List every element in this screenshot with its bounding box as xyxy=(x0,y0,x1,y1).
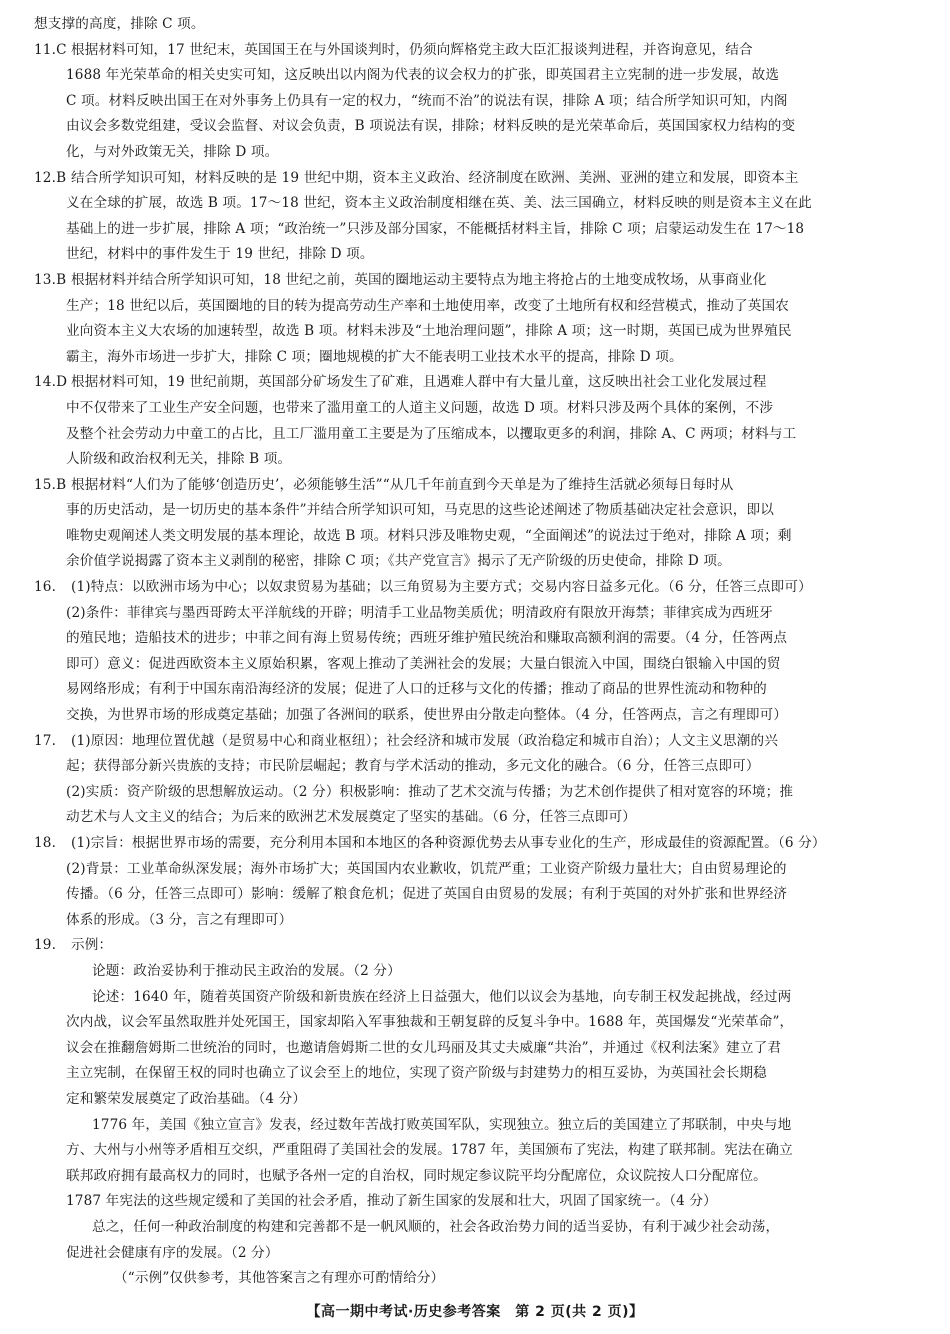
line-text: (1)宗旨：根据世界市场的需要，充分利用本国和本地区的各种资源优势去从事专业化的生产，形成最佳的资源配置。（6 分） xyxy=(71,835,826,851)
text-line xyxy=(34,319,918,345)
line-text: 人阶级和政治权利无关，排除 B 项。 xyxy=(66,451,292,468)
answer-key-body xyxy=(34,12,918,1292)
line-text: 结合所学知识可知，材料反映的是 19 世纪中期，资本主义政治、经济制度在欧洲、美洲、亚洲的建立和发展，即资本主 xyxy=(71,169,799,186)
answer-item-start xyxy=(34,268,918,294)
question-number: 17. xyxy=(34,732,57,749)
line-text: 由议会多数党组建，受议会监督、对议会负责，B 项说法有误，排除；材料反映的是光荣革命后，英国国家权力结构的变 xyxy=(66,118,796,135)
line-text: 1787 年宪法的这些规定缓和了美国的社会矛盾，推动了新生国家的发展和壮大，巩固了国家统一。（4 分） xyxy=(66,1193,717,1210)
text-line xyxy=(34,345,918,371)
line-text: 根据材料并结合所学知识可知，18 世纪之前，英国的圈地运动主要特点为地主将抢占的土地变成牧场，从事商业化 xyxy=(71,271,767,288)
line-text: 议会在推翻詹姆斯二世统治的同时，也邀请詹姆斯二世的女儿玛丽及其丈夫威廉“共治”，并通过《权利法案》建立了君 xyxy=(66,1039,782,1056)
line-text: 方、大州与小州等矛盾相互交织，严重阻碍了美国社会的发展。1787 年，美国颁布了宪法，构建了联邦制。宪法在确立 xyxy=(66,1142,793,1159)
text-line xyxy=(34,1087,918,1113)
line-text: 余价值学说揭露了资本主义剥削的秘密，排除 C 项；《共产党宣言》揭示了无产阶级的历史使命，排除 D 项。 xyxy=(66,553,731,570)
line-text: 业向资本主义大农场的加速转型，故选 B 项。材料未涉及“土地治理问题”，排除 A 项；这一时期，英国已成为世界殖民 xyxy=(66,323,792,340)
text-line xyxy=(34,191,918,217)
line-text: 动艺术与人文主义的结合；为后来的欧洲艺术发展奠定了坚实的基础。（6 分，任答三点即可） xyxy=(66,809,636,826)
page-footer: 【高一期中考试·历史参考答案 第 2 页(共 2 页)】 xyxy=(306,1304,644,1320)
line-text: 化，与对外政策无关，排除 D 项。 xyxy=(66,143,279,160)
text-line xyxy=(34,1215,918,1241)
text-line xyxy=(34,1266,918,1292)
line-text: 1776 年，美国《独立宣言》发表，经过数年苦战打败英国军队，实现独立。独立后的美国建立了邦联制，中央与地 xyxy=(92,1116,792,1133)
text-line xyxy=(34,677,918,703)
line-text: 根据材料可知，17 世纪末，英国国王在与外国谈判时，仍须向辉格党主政大臣汇报谈判进程，并咨询意见，结合 xyxy=(71,41,753,58)
line-text: C 项。材料反映出国王在对外事务上仍具有一定的权力，“统而不治”的说法有误，排除 A 项；结合所学知识可知，内阁 xyxy=(66,92,788,109)
answer-item-start xyxy=(34,729,918,755)
line-text: 事的历史活动，是一切历史的基本条件”并结合所学知识可知，马克思的这些论述阐述了物质基础决定社会意识，即以 xyxy=(66,502,775,519)
line-text: 中不仅带来了工业生产安全问题，也带来了滥用童工的人道主义问题，故选 D 项。材料只涉及两个具体的案例，不涉 xyxy=(66,399,774,416)
text-line xyxy=(34,1061,918,1087)
text-line xyxy=(34,422,918,448)
text-line xyxy=(34,1113,918,1139)
line-text: 易网络形成；有利于中国东南沿海经济的发展；促进了人口的迁移与文化的传播；推动了商品的世界性流动和物种的 xyxy=(66,681,767,698)
text-line xyxy=(34,1036,918,1062)
line-text: （“示例”仅供参考，其他答案言之有理亦可酌情给分） xyxy=(114,1270,445,1287)
text-line xyxy=(34,63,918,89)
text-line xyxy=(34,524,918,550)
answer-item-start xyxy=(34,933,918,959)
question-number: 18. xyxy=(34,835,57,851)
text-line xyxy=(34,89,918,115)
line-text: 总之，任何一种政治制度的构建和完善都不是一帆风顺的，社会各政治势力间的适当妥协，有利于减少社会动荡， xyxy=(92,1218,780,1235)
question-number: 19. xyxy=(34,937,57,954)
line-text: 传播。（6 分，任答三点即可）影响：缓解了粮食危机；促进了英国自由贸易的发展；有利于英国的对外扩张和世界经济 xyxy=(66,886,788,903)
line-text: 即可）意义：促进西欧资本主义原始积累，客观上推动了美洲社会的发展；大量白银流入中国，围绕白银输入中国的贸 xyxy=(66,655,781,672)
line-text: 世纪，材料中的事件发生于 19 世纪，排除 D 项。 xyxy=(66,246,374,263)
line-text: 基础上的进一步扩展，排除 A 项；“政治统一”只涉及部分国家，不能概括材料主旨，排除 C 项；启蒙运动发生在 17～18 xyxy=(66,220,805,237)
line-text: 定和繁荣发展奠定了政治基础。（4 分） xyxy=(66,1090,307,1107)
line-text: (1)原因：地理位置优越（是贸易中心和商业枢纽）；社会经济和城市发展（政治稳定和城市自治）；人文主义思潮的兴 xyxy=(71,732,779,749)
text-line xyxy=(34,1010,918,1036)
text-line xyxy=(34,959,918,985)
question-number: 14.D xyxy=(34,374,68,391)
line-text: 根据材料可知，19 世纪前期，英国部分矿场发生了矿难，且遇难人群中有大量儿童，这反映出社会工业化发展过程 xyxy=(71,374,767,391)
line-text: 体系的形成。（3 分，言之有理即可） xyxy=(66,911,293,928)
text-line xyxy=(34,294,918,320)
text-line xyxy=(34,498,918,524)
line-text: 生产；18 世纪以后，英国圈地的目的转为提高劳动生产率和土地使用率，改变了土地所有权和经营模式，推动了英国农 xyxy=(66,297,789,314)
question-number: 16. xyxy=(34,579,57,596)
question-number: 13.B xyxy=(34,271,67,288)
answer-item-start xyxy=(34,575,918,601)
text-line xyxy=(34,1138,918,1164)
question-number: 15.B xyxy=(34,476,67,493)
line-text: 根据材料“人们为了能够‘创造历史’，必须能够生活”“从几千年前直到今天单是为了维持生活就必须每日每时从 xyxy=(71,476,734,493)
text-line xyxy=(34,396,918,422)
text-line xyxy=(34,447,918,473)
text-line xyxy=(34,908,918,934)
line-text: 及整个社会劳动力中童工的占比，且工厂滥用童工主要是为了压缩成本，以攫取更多的利润，排除 A、C 两项；材料与工 xyxy=(66,425,797,442)
line-text: 论题：政治妥协利于推动民主政治的发展。（2 分） xyxy=(92,962,401,979)
question-number: 12.B xyxy=(34,169,67,186)
line-text: 唯物史观阐述人类文明发展的基本理论，故选 B 项。材料只涉及唯物史观，“全面阐述”的说法过于绝对，排除 A 项；剩 xyxy=(66,527,792,544)
text-line xyxy=(34,114,918,140)
text-line xyxy=(34,985,918,1011)
question-number: 11.C xyxy=(34,41,67,58)
line-text: 交换，为世界市场的形成奠定基础；加强了各洲间的联系，使世界由分散走向整体。（4 分，任答两点，言之有理即可） xyxy=(66,707,788,724)
text-line xyxy=(34,626,918,652)
line-text: 论述：1640 年，随着英国资产阶级和新贵族在经济上日益强大，他们以议会为基地，向专制王权发起挑战，经过两 xyxy=(92,988,792,1005)
text-line xyxy=(34,217,918,243)
line-text: 的殖民地；造船技术的进步；中菲之间有海上贸易传统；西班牙维护殖民统治和赚取高额利润的需要。（4 分，任答两点 xyxy=(66,630,788,647)
line-text: 次内战，议会军虽然取胜并处死国王，国家却陷入军事独裁和王朝复辟的反复斗争中。1688 年，英国爆发“光荣革命”， xyxy=(66,1014,794,1031)
text-line xyxy=(34,857,918,883)
text-line xyxy=(34,549,918,575)
line-text: 1688 年光荣革命的相关史实可知，这反映出以内阁为代表的议会权力的扩张，即英国君主立宪制的进一步发展，故选 xyxy=(66,67,780,84)
text-line xyxy=(34,703,918,729)
text-line xyxy=(34,12,918,38)
line-text: 起；获得部分新兴贵族的支持；市民阶层崛起；教育与学术活动的推动，多元文化的融合。（6 分，任答三点即可） xyxy=(66,758,760,775)
line-text: 义在全球的扩展，故选 B 项。17～18 世纪，资本主义政治制度相继在英、美、法三国确立，材料反映的则是资本主义在此 xyxy=(66,195,812,212)
answer-item-start xyxy=(34,831,918,857)
line-text: (1)特点：以欧洲市场为中心；以奴隶贸易为基础；以三角贸易为主要方式；交易内容日益多元化。（6 分，任答三点即可） xyxy=(71,579,812,596)
answer-item-start xyxy=(34,38,918,64)
line-text: 示例： xyxy=(71,937,113,954)
text-line xyxy=(34,242,918,268)
line-text: (2)实质：资产阶级的思想解放运动。（2 分）积极影响：推动了艺术交流与传播；为艺术创作提供了相对宽容的环境；推 xyxy=(66,783,794,800)
line-text: 促进社会健康有序的发展。（2 分） xyxy=(66,1244,279,1261)
text-line xyxy=(34,805,918,831)
text-line xyxy=(34,780,918,806)
text-line xyxy=(34,140,918,166)
answer-item-start xyxy=(34,370,918,396)
text-line xyxy=(34,754,918,780)
line-text: 主立宪制，在保留王权的同时也确立了议会至上的地位，实现了资产阶级与封建势力的相互妥协，为英国社会长期稳 xyxy=(66,1065,767,1082)
text-line xyxy=(34,601,918,627)
line-text: (2)背景：工业革命纵深发展；海外市场扩大；英国国内农业歉收，饥荒严重；工业资产阶级力量壮大；自由贸易理论的 xyxy=(66,860,787,877)
line-text: 霸主，海外市场进一步扩大，排除 C 项；圈地规模的扩大不能表明工业技术水平的提高，排除 D 项。 xyxy=(66,348,683,365)
answer-item-start xyxy=(34,473,918,499)
line-text: 联邦政府拥有最高权力的同时，也赋予各州一定的自治权，同时规定参议院平均分配席位，众议院按人口分配席位。 xyxy=(66,1167,767,1184)
text-line xyxy=(34,1241,918,1267)
line-text: 想支撑的高度，排除 C 项。 xyxy=(34,16,205,32)
text-line xyxy=(34,882,918,908)
text-line xyxy=(34,1164,918,1190)
line-text: (2)条件：菲律宾与墨西哥跨太平洋航线的开辟；明清手工业品物美质优；明清政府有限放开海禁；菲律宾成为西班牙 xyxy=(66,604,773,621)
text-line xyxy=(34,652,918,678)
answer-item-start xyxy=(34,166,918,192)
text-line xyxy=(34,1189,918,1215)
